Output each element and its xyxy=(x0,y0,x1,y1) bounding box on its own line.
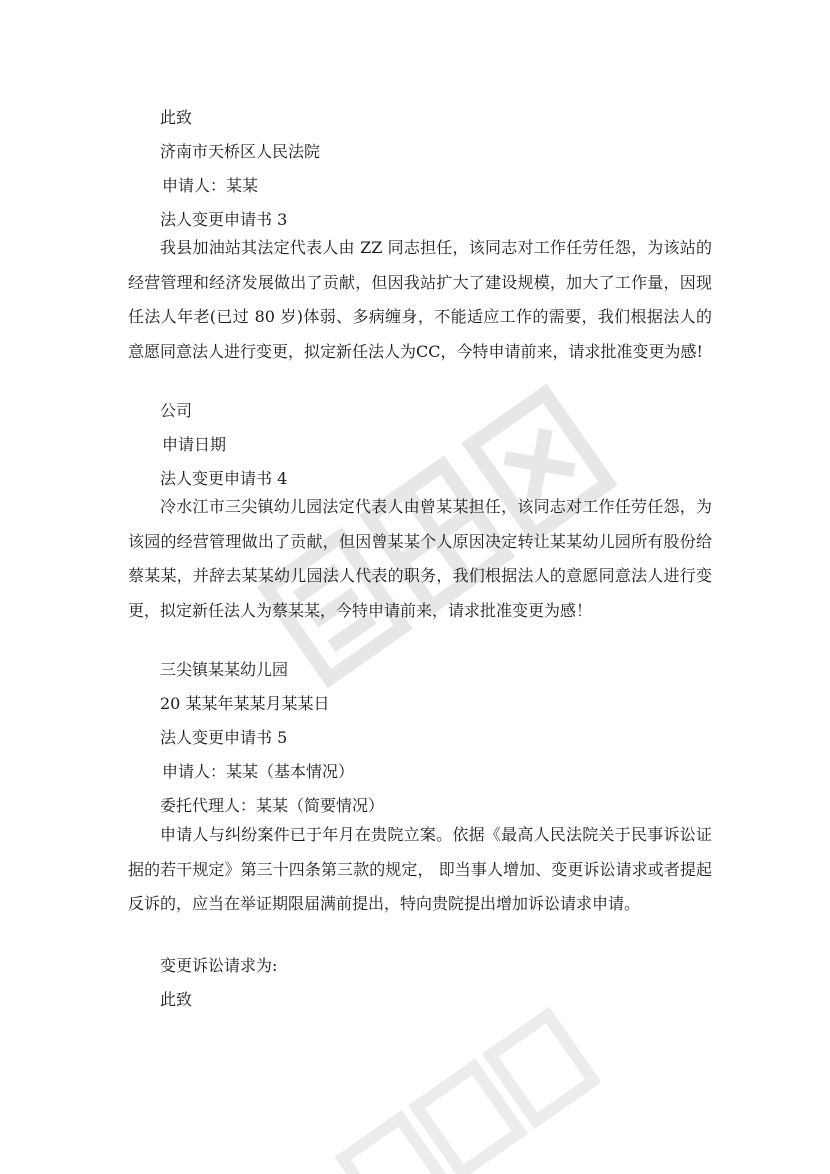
paragraph-gas-station: 我县加油站其法定代表人由 ZZ 同志担任，该同志对工作任劳任怨，为该站的经营管理和经济发展做出了贡献，但因我站扩大了建设规模，加大了工作量，因现任法人年老(已过 80 岁)体弱、多病缠身，不能适应工作的需要，我们根据法人的意愿同意法人进行变更，拟定新任法人为CC，今特申请前来，请求批准变更为感! xyxy=(128,238,712,361)
recipient-court: 济南市天桥区人民法院 xyxy=(160,142,321,161)
paragraph-litigation: 申请人与纠纷案件已于年月在贵院立案。依据《最高人民法院关于民事诉讼证据的若干规定》第三十四条第三款的规定， 即当事人增加、变更诉讼请求或者提起反诉的，应当在举证期限届满前提出，特向贵院提出增加诉讼请求申请。 xyxy=(128,825,712,913)
applicant-line: 申请人：某某 xyxy=(162,176,259,195)
agent-line: 委托代理人：某某（简要情况） xyxy=(160,796,385,815)
section-title-3: 法人变更申请书 3 xyxy=(160,210,288,229)
company-line: 公司 xyxy=(160,401,193,420)
closing-salutation: 此致 xyxy=(160,108,193,127)
date-line: 20 某某年某某月某某日 xyxy=(160,694,330,713)
watermark-logo-bottom xyxy=(300,1000,600,1174)
application-date-line: 申请日期 xyxy=(162,435,227,454)
kindergarten-name: 三尖镇某某幼儿园 xyxy=(160,660,289,679)
paragraph-kindergarten: 冷水江市三尖镇幼儿园法定代表人由曾某某担任，该同志对工作任劳任怨，为该园的经营管理做出了贡献，但因曾某某个人原因决定转让某某幼儿园所有股份给蔡某某，并辞去某某幼儿园法人代表的职务，我们根据法人的意愿同意法人进行变更，拟定新任法人为蔡某某，今特申请前来，请求批准变更为感！ xyxy=(128,497,712,620)
closing-salutation-2: 此致 xyxy=(160,990,193,1009)
section-title-4: 法人变更申请书 4 xyxy=(160,469,288,488)
change-claim-label: 变更诉讼请求为: xyxy=(160,956,278,975)
applicant-basic-info: 申请人：某某（基本情况） xyxy=(162,762,355,781)
section-title-5: 法人变更申请书 5 xyxy=(160,728,288,747)
